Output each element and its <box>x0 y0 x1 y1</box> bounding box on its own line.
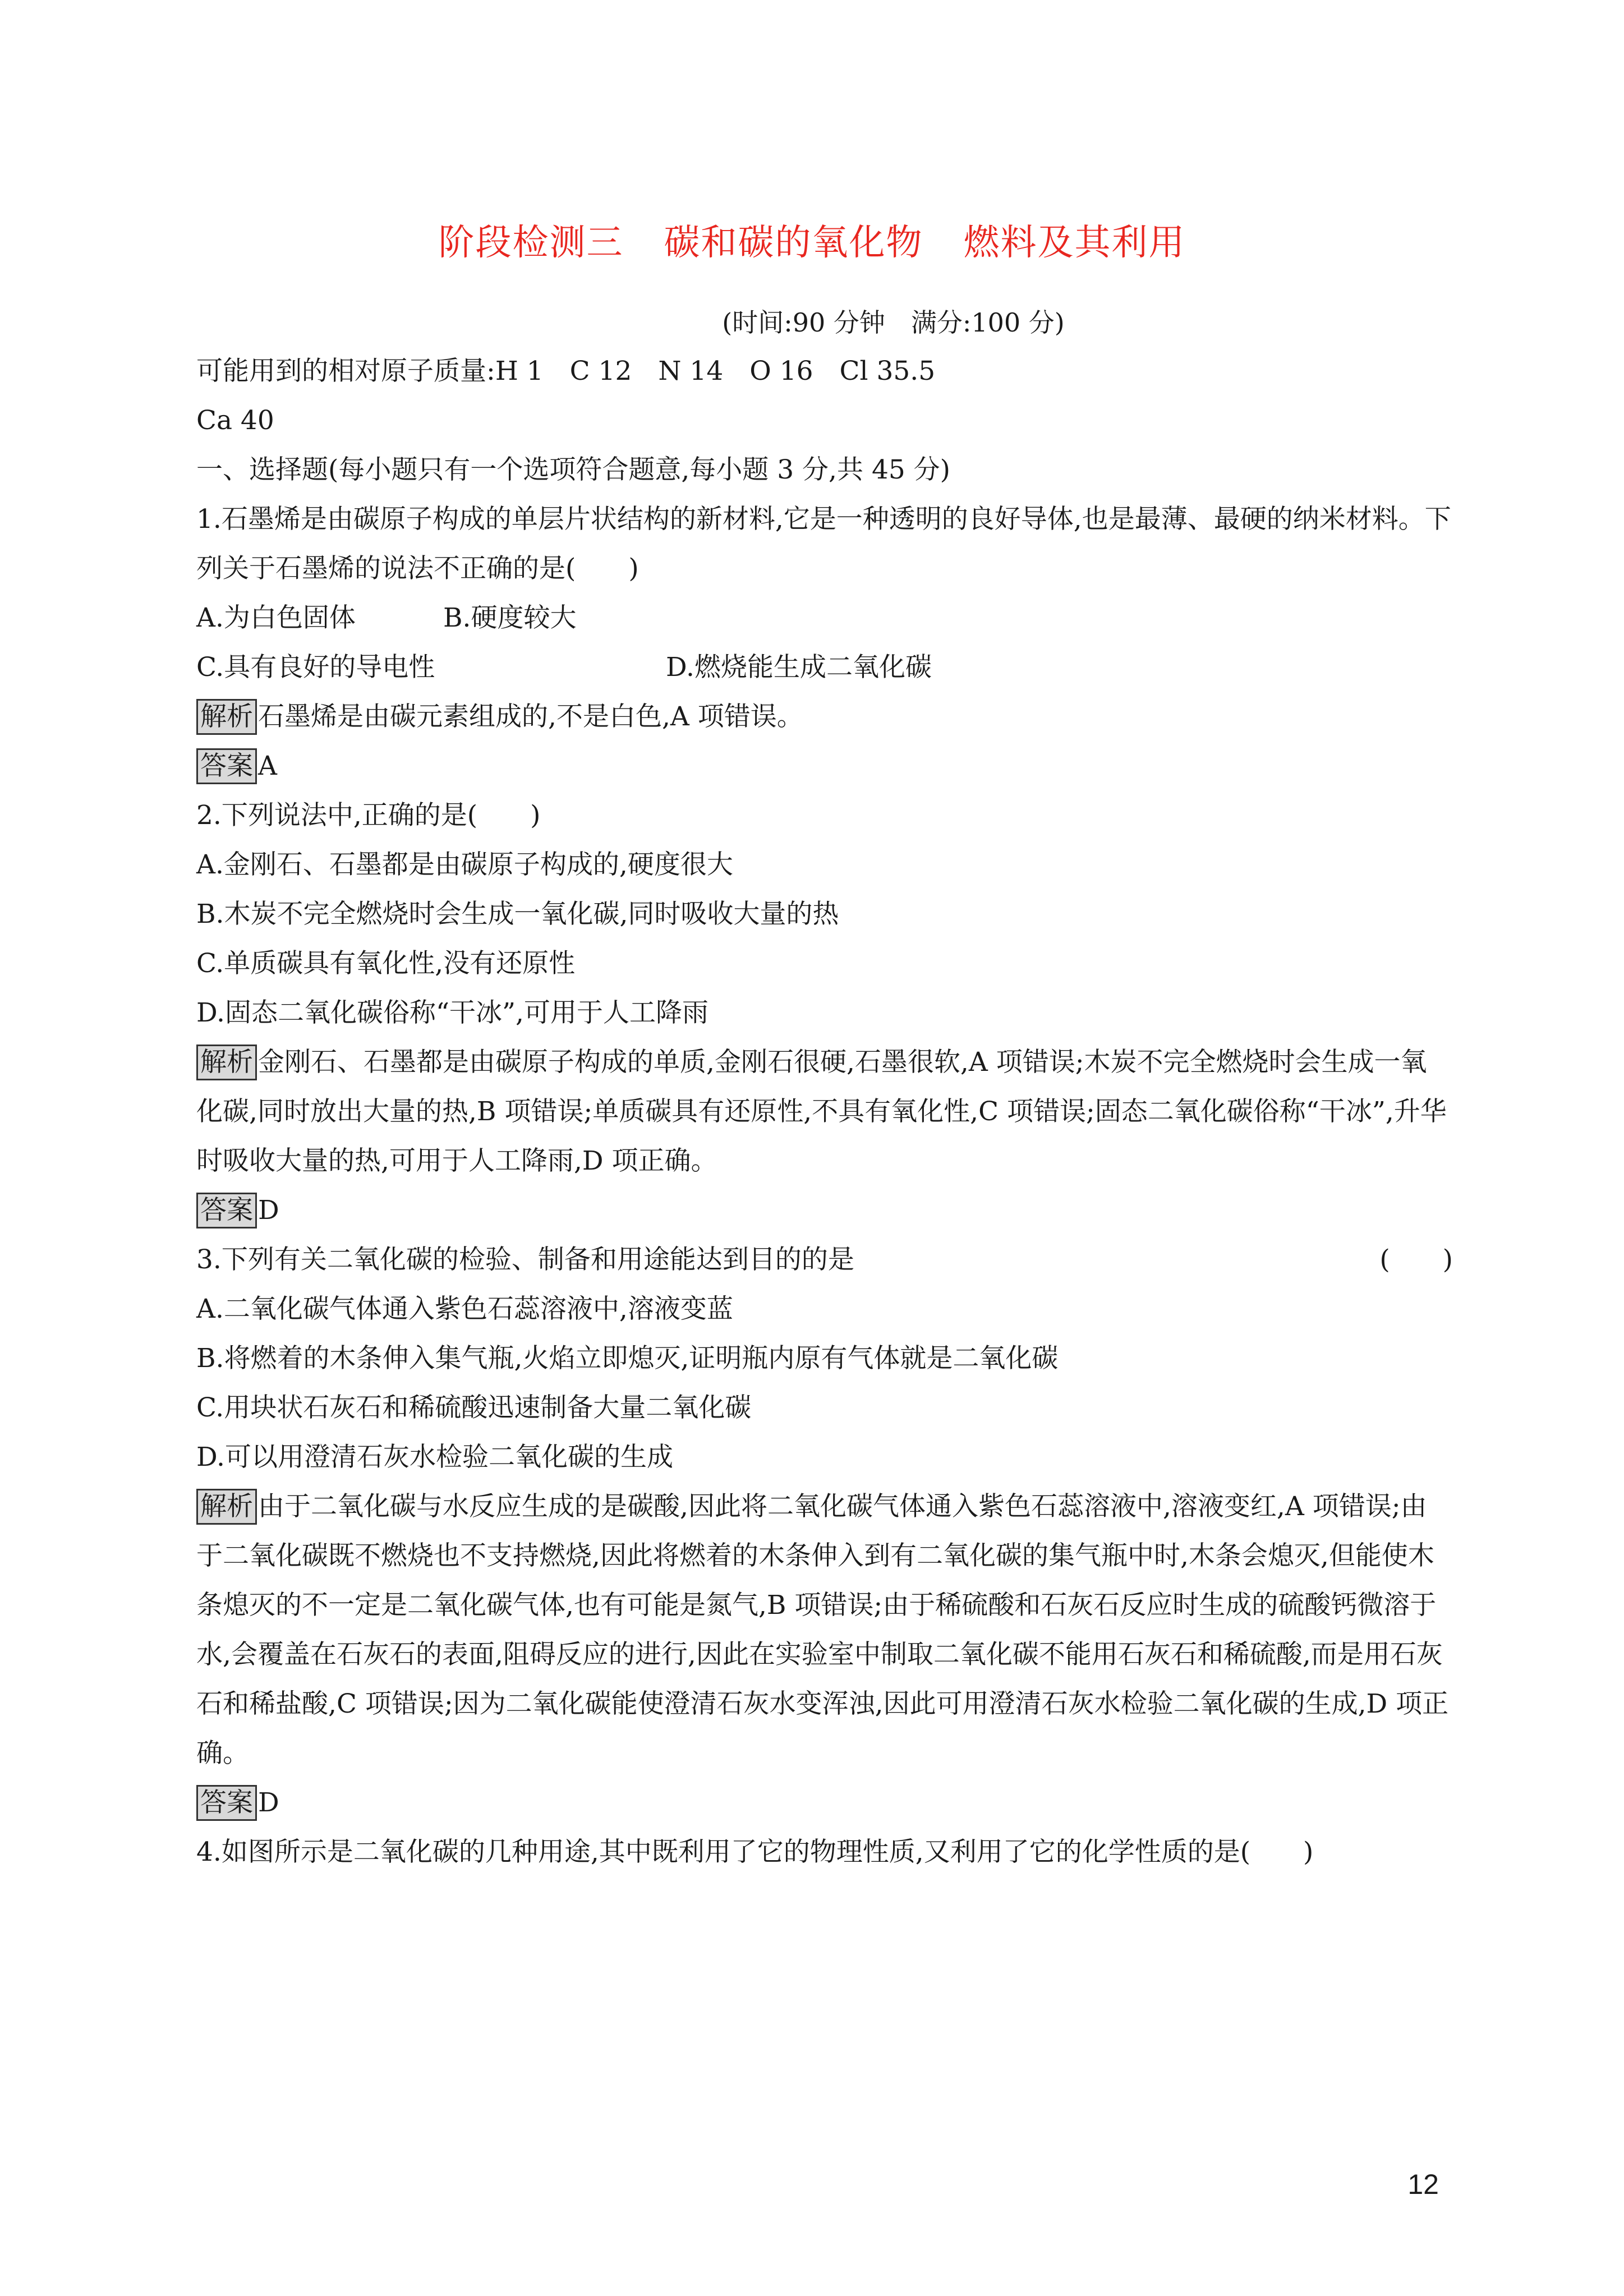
question-3-option-a: A.二氧化碳气体通入紫色石蕊溶液中,溶液变蓝 <box>196 1294 733 1324</box>
question-3-analysis-text: 由于二氧化碳与水反应生成的是碳酸,因此将二氧化碳气体通入紫色石蕊溶液中,溶液变红,A 项错误;由于二氧化碳既不燃烧也不支持燃烧,因此将燃着的木条伸入到有二氧化碳的集气瓶中时,木条会熄灭,但能使木条熄灭的不一定是二氧化碳气体,也有可能是氮气,B 项错误;由于稀硫酸和石灰石反应时生成的硫酸钙微溶于水,会覆盖在石灰石的表面,阻碍反应的进行,因此在实验室中制取二氧化碳不能用石灰石和稀硫酸,而是用石灰石和稀盐酸,C 项错误;因为二氧化碳能使澄清石灰水变浑浊,因此可用澄清石灰水检验二氧化碳的生成,D 项正确。 <box>196 1491 1449 1769</box>
question-3-answer-text: D <box>258 1787 279 1818</box>
answer-label: 答案 <box>196 748 257 784</box>
question-2-option-b: B.木炭不完全燃烧时会生成一氧化碳,同时吸收大量的热 <box>196 899 839 930</box>
question-3-answer-paren: ( ) <box>1379 1244 1453 1275</box>
question-1-option-c: C.具有良好的导电性 <box>196 652 435 683</box>
question-3-option-d: D.可以用澄清石灰水检验二氧化碳的生成 <box>196 1442 673 1473</box>
question-2-analysis-text: 金刚石、石墨都是由碳原子构成的单质,金刚石很硬,石墨很软,A 项错误;木炭不完全燃烧时会生成一氧化碳,同时放出大量的热,B 项错误;单质碳具有还原性,不具有氧化性,C 项错误;固态二氧化碳俗称“干冰”,升华时吸收大量的热,可用于人工降雨,D 项正确。 <box>196 1047 1447 1176</box>
question-3-option-b: B.将燃着的木条伸入集气瓶,火焰立即熄灭,证明瓶内原有气体就是二氧化碳 <box>196 1343 1059 1374</box>
answer-label: 答案 <box>196 1785 257 1821</box>
question-1-option-b: B.硬度较大 <box>443 602 577 633</box>
question-1-analysis <box>196 692 1453 742</box>
question-1-stem: 1.石墨烯是由碳原子构成的单层片状结构的新材料,它是一种透明的良好导体,也是最薄、最硬的纳米材料。下列关于石墨烯的说法不正确的是( ) <box>196 504 1451 584</box>
question-2-option-c: C.单质碳具有氧化性,没有还原性 <box>196 948 576 979</box>
question-3-analysis <box>196 1482 1453 1778</box>
answer-label: 答案 <box>196 1193 257 1228</box>
question-2-stem: 2.下列说法中,正确的是( ) <box>196 800 541 831</box>
question-3-option-c: C.用块状石灰石和稀硫酸迅速制备大量二氧化碳 <box>196 1392 752 1423</box>
question-1-answer <box>196 742 1453 791</box>
time-score-info: (时间:90 分钟 满分:100 分) <box>722 307 1065 338</box>
atomic-mass-line-1: 可能用到的相对原子质量:H 1 C 12 N 14 O 16 Cl 35.5 <box>196 356 936 386</box>
document-body <box>196 347 1453 1877</box>
question-2-option-a: A.金刚石、石墨都是由碳原子构成的,硬度很大 <box>196 849 733 880</box>
section-heading: 一、选择题(每小题只有一个选项符合题意,每小题 3 分,共 45 分) <box>196 454 951 485</box>
question-3-stem <box>196 1235 1453 1285</box>
question-2-answer <box>196 1186 1453 1235</box>
atomic-mass-line-2: Ca 40 <box>196 405 274 436</box>
page-number: 12 <box>1407 2169 1439 2200</box>
question-1-options-ab <box>196 593 1453 643</box>
title-part-1: 阶段检测三 <box>438 222 624 264</box>
question-2-answer-text: D <box>258 1195 279 1226</box>
analysis-label: 解析 <box>196 1489 257 1525</box>
title-part-2: 碳和碳的氧化物 <box>664 222 923 264</box>
title-part-3: 燃料及其利用 <box>963 222 1186 264</box>
question-3-answer <box>196 1778 1453 1828</box>
page-title <box>0 216 1624 270</box>
question-2-analysis <box>196 1038 1453 1186</box>
analysis-label: 解析 <box>196 1045 257 1080</box>
question-1-answer-text: A <box>258 751 277 781</box>
analysis-label: 解析 <box>196 699 257 735</box>
question-1-analysis-text: 石墨烯是由碳元素组成的,不是白色,A 项错误。 <box>258 701 803 732</box>
question-4-stem: 4.如图所示是二氧化碳的几种用途,其中既利用了它的物理性质,又利用了它的化学性质的是( ) <box>196 1837 1314 1867</box>
question-3-stem-text: 3.下列有关二氧化碳的检验、制备和用途能达到目的的是 <box>196 1244 854 1275</box>
question-2-option-d: D.固态二氧化碳俗称“干冰”,可用于人工降雨 <box>196 997 709 1028</box>
question-1-option-a: A.为白色固体 <box>196 602 356 633</box>
question-1-options-cd <box>196 643 1453 692</box>
question-1-option-d: D.燃烧能生成二氧化碳 <box>666 652 932 683</box>
